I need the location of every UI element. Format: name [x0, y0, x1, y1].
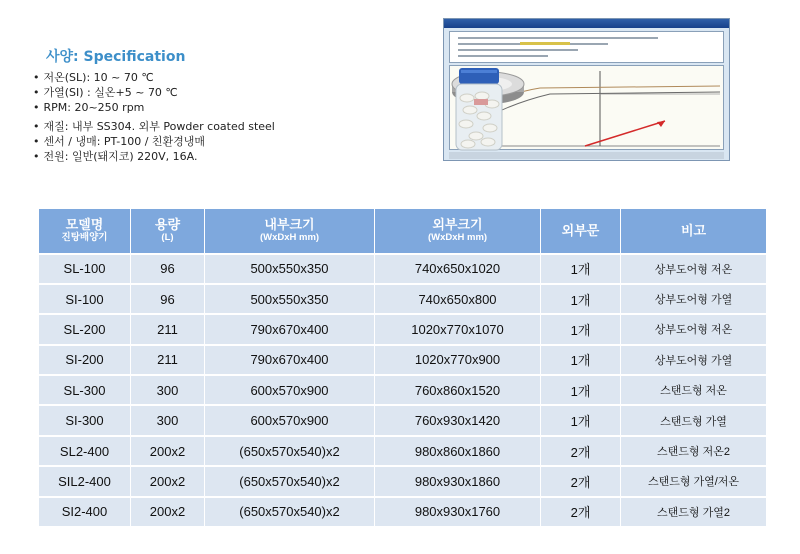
header-note: 비고 [621, 209, 767, 254]
cell-note: 스탠드형 저온 [621, 375, 767, 405]
screenshot-titlebar [444, 19, 729, 28]
table-row [39, 254, 767, 284]
cell-model: SL-300 [39, 375, 131, 405]
cell-inner-size: (650x570x540)x2 [205, 466, 375, 496]
cell-model: SI-100 [39, 284, 131, 314]
cell-outer-size: 740x650x800 [375, 284, 541, 314]
cell-door: 1개 [541, 314, 621, 344]
spec-table [38, 208, 767, 528]
table-row [39, 466, 767, 496]
cell-capacity: 96 [131, 254, 205, 284]
table-row [39, 375, 767, 405]
cell-outer-size: 760x860x1520 [375, 375, 541, 405]
screenshot-header-panel [449, 31, 724, 63]
table-row [39, 497, 767, 527]
cell-door: 1개 [541, 405, 621, 435]
cell-capacity: 211 [131, 345, 205, 375]
cell-inner-size: 500x550x350 [205, 284, 375, 314]
header-door: 외부문 [541, 209, 621, 254]
cell-note: 스탠드형 가열/저온 [621, 466, 767, 496]
cell-capacity: 211 [131, 314, 205, 344]
spec-item: • 센서 / 냉매: PT-100 / 친환경냉매 [33, 134, 275, 149]
cell-door: 2개 [541, 466, 621, 496]
cell-outer-size: 1020x770x900 [375, 345, 541, 375]
cell-outer-size: 980x930x1760 [375, 497, 541, 527]
table-row [39, 314, 767, 344]
table-header-row [39, 209, 767, 254]
cell-note: 스탠드형 가열2 [621, 497, 767, 527]
cell-model: SL2-400 [39, 436, 131, 466]
cell-capacity: 200x2 [131, 436, 205, 466]
cell-inner-size: 790x670x400 [205, 345, 375, 375]
cell-inner-size: 500x550x350 [205, 254, 375, 284]
cell-outer-size: 980x930x1860 [375, 466, 541, 496]
spec-title: 사양: Specification [46, 49, 186, 65]
cell-note: 스탠드형 저온2 [621, 436, 767, 466]
cell-inner-size: 790x670x400 [205, 314, 375, 344]
cell-capacity: 300 [131, 375, 205, 405]
cell-capacity: 200x2 [131, 497, 205, 527]
cell-door: 2개 [541, 436, 621, 466]
cell-inner-size: (650x570x540)x2 [205, 497, 375, 527]
cell-note: 스탠드형 가열 [621, 405, 767, 435]
header-inner-size: 내부크기 (WxDxH mm) [205, 209, 375, 254]
cell-door: 1개 [541, 345, 621, 375]
cell-door: 1개 [541, 284, 621, 314]
table-row [39, 345, 767, 375]
table-row [39, 405, 767, 435]
cell-capacity: 300 [131, 405, 205, 435]
table-row [39, 284, 767, 314]
spec-item: • RPM: 20~250 rpm [33, 100, 275, 115]
cell-door: 2개 [541, 497, 621, 527]
cell-model: SL-100 [39, 254, 131, 284]
spec-item: • 저온(SL): 10 ~ 70 ℃ [33, 70, 275, 85]
cell-note: 상부도어형 가열 [621, 345, 767, 375]
cell-outer-size: 740x650x1020 [375, 254, 541, 284]
cell-outer-size: 980x860x1860 [375, 436, 541, 466]
cell-model: SI-200 [39, 345, 131, 375]
cell-note: 상부도어형 저온 [621, 254, 767, 284]
cell-outer-size: 1020x770x1070 [375, 314, 541, 344]
header-capacity: 용량 (L) [131, 209, 205, 254]
spec-item: • 재질: 내부 SS304. 외부 Powder coated steel [33, 119, 275, 134]
cell-note: 상부도어형 저온 [621, 314, 767, 344]
cell-inner-size: 600x570x900 [205, 375, 375, 405]
cell-inner-size: (650x570x540)x2 [205, 436, 375, 466]
cell-door: 1개 [541, 375, 621, 405]
spec-item: • 전원: 일반(돼지코) 220V, 16A. [33, 149, 275, 164]
cell-model: SI2-400 [39, 497, 131, 527]
header-model: 모델명 진탕배양기 [39, 209, 131, 254]
spec-item: • 가열(SI) : 실온+5 ~ 70 ℃ [33, 85, 275, 100]
software-screenshot [443, 18, 730, 161]
screenshot-statusbar [449, 152, 724, 159]
sample-jar-icon [450, 66, 508, 154]
cell-inner-size: 600x570x900 [205, 405, 375, 435]
header-outer-size: 외부크기 (WxDxH mm) [375, 209, 541, 254]
cell-outer-size: 760x930x1420 [375, 405, 541, 435]
screenshot-graph [449, 65, 724, 150]
cell-model: SI-300 [39, 405, 131, 435]
cell-note: 상부도어형 가열 [621, 284, 767, 314]
cell-door: 1개 [541, 254, 621, 284]
cell-capacity: 200x2 [131, 466, 205, 496]
cell-model: SIL2-400 [39, 466, 131, 496]
table-row [39, 436, 767, 466]
cell-model: SL-200 [39, 314, 131, 344]
spec-list [33, 70, 275, 164]
cell-capacity: 96 [131, 284, 205, 314]
